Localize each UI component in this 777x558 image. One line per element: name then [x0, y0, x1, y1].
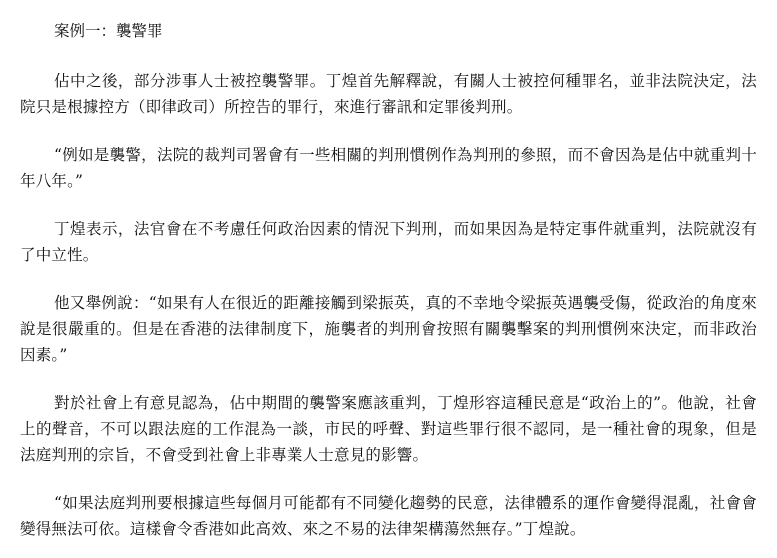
case-heading: 案例一：襲警罪: [54, 22, 163, 40]
paragraph-6: “如果法庭判刑要根據這些每個月可能都有不同變化趨勢的民意，法律體系的運作會變得混亂，社會會變得無法可依。這樣會令香港如此高效、來之不易的法律架構蕩然無存。”丁煌說。: [20, 494, 757, 538]
spacer: [20, 120, 757, 142]
paragraph-2: “例如是襲警，法院的裁判司署會有一些相關的判刑慣例作為判刑的參照，而不會因為是佔中就重判十年八年。”: [20, 146, 757, 190]
paragraph-4: 他又舉例說：“如果有人在很近的距離接觸到梁振英，真的不幸地令梁振英遇襲受傷，從政治的角度來說是很嚴重的。但是在香港的法律制度下，施襲者的判刑會按照有關襲擊案的判刑慣例來決定，而非政治因素。”: [20, 294, 757, 364]
spacer: [20, 368, 757, 390]
paragraph-3: 丁煌表示，法官會在不考慮任何政治因素的情況下判刑，而如果因為是特定事件就重判，法院就沒有了中立性。: [20, 220, 757, 264]
paragraph-5: 對於社會上有意見認為，佔中期間的襲警案應該重判，丁煌形容這種民意是“政治上的”。他說，社會上的聲音，不可以跟法庭的工作混為一談，市民的呼聲、對這些罪行很不認同，是一種社會的現象，但是法庭判刑的宗旨，不會受到社會上非專業人士意見的影響。: [20, 394, 757, 464]
spacer: [20, 268, 757, 290]
paragraph-1: 佔中之後，部分涉事人士被控襲警罪。丁煌首先解釋說，有關人士被控何種罪名，並非法院決定，法院只是根據控方（即律政司）所控告的罪行，來進行審訊和定罪後判刑。: [20, 72, 757, 116]
spacer: [20, 468, 757, 490]
spacer: [20, 44, 757, 68]
spacer: [20, 194, 757, 216]
